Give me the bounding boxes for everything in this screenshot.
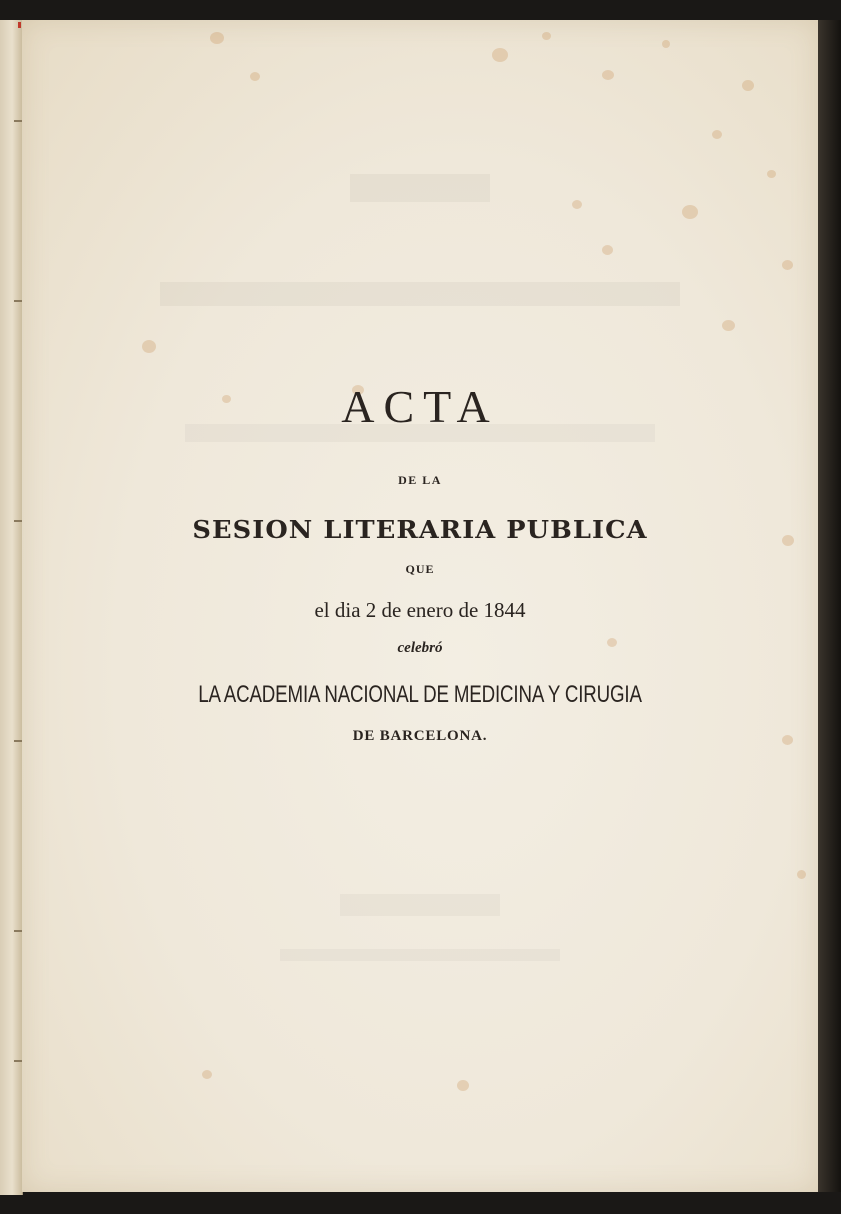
- title-celebrated: celebró: [397, 640, 443, 656]
- foxing-spot: [542, 32, 551, 40]
- foxing-spot: [797, 870, 806, 879]
- title-acta: ACTA: [341, 381, 499, 432]
- binding-thread-mark: [14, 120, 22, 122]
- foxing-spot: [742, 80, 754, 91]
- bleed-through-shadow: [22, 278, 818, 318]
- title-de-la: DE LA: [398, 473, 442, 487]
- title-session-name: SESION LITERARIA PUBLICA: [192, 515, 648, 544]
- foxing-spot: [722, 320, 735, 331]
- foxing-spot: [202, 1070, 212, 1079]
- binding-thread-mark: [14, 300, 22, 302]
- facing-page-edge: [0, 20, 23, 1195]
- bleed-through-shadow: [22, 945, 818, 975]
- foxing-spot: [712, 130, 722, 139]
- foxing-spot: [602, 245, 613, 255]
- binding-thread-mark: [14, 930, 22, 932]
- title-city: DE BARCELONA.: [352, 728, 488, 744]
- foxing-spot: [250, 72, 260, 81]
- bleed-through-shadow: [22, 168, 818, 212]
- title-date-line: el dia 2 de enero de 1844: [314, 598, 526, 622]
- binding-thread-mark: [14, 740, 22, 742]
- binding-thread-mark: [14, 1060, 22, 1062]
- scan-background-edge: [818, 20, 841, 1192]
- foxing-spot: [782, 260, 793, 270]
- bleed-through-shadow: [22, 890, 818, 930]
- foxing-spot: [142, 340, 156, 353]
- title-que: QUE: [405, 562, 435, 576]
- title-institution: LA ACADEMIA NACIONAL DE MEDICINA Y CIRUGIA: [198, 681, 642, 708]
- foxing-spot: [602, 70, 614, 80]
- foxing-spot: [210, 32, 224, 44]
- red-page-edge-mark: [18, 22, 21, 28]
- foxing-spot: [662, 40, 670, 48]
- foxing-spot: [457, 1080, 469, 1091]
- foxing-spot: [492, 48, 508, 62]
- title-page: [22, 20, 818, 1192]
